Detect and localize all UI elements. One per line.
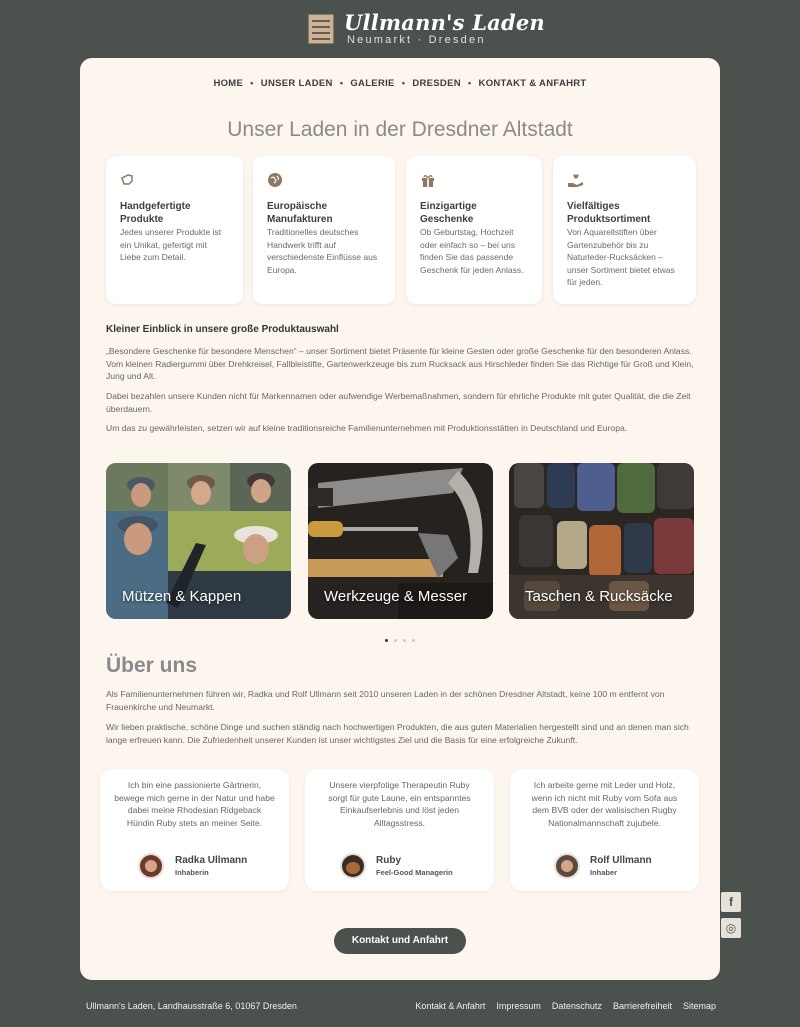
gallery-label: Werkzeuge & Messer: [324, 588, 468, 605]
instagram-icon[interactable]: ◎: [721, 918, 741, 938]
team-name: Radka Ullmann: [175, 855, 248, 866]
feature-text: Ob Geburtstag, Hochzeit oder einfach so – bei uns finden Sie das passende Geschenk für jeden Anlass.: [420, 227, 524, 275]
feature-card: [253, 156, 395, 304]
about-title: Über uns: [106, 654, 198, 677]
about-paragraph: Als Familienunternehmen führen wir, Radka und Rolf Ullmann seit 2010 unseren Laden in der schönen Dresdner Altstadt, keine 100 m entfernt von Frauenkirche und Neumarkt.: [106, 689, 665, 712]
gallery-label: Taschen & Rucksäcke: [525, 588, 673, 605]
feature-title: Europäische Manufakturen: [267, 201, 333, 225]
footer-address: Ullmann's Laden, Landhausstraße 6, 01067 Dresden: [86, 1001, 297, 1011]
feature-title: Einzigartige Geschenke: [420, 201, 477, 225]
carousel-dot[interactable]: [385, 639, 388, 642]
facebook-icon[interactable]: f: [721, 892, 741, 912]
contact-button[interactable]: Kontakt und Anfahrt: [334, 928, 466, 954]
page-title: Unser Laden in der Dresdner Altstadt: [227, 118, 573, 141]
team-role: Inhaberin: [175, 868, 209, 877]
intro-paragraph: Um das zu gewährleisten, setzen wir auf kleine traditionsreiche Familienunternehmen mit Produktionsstätten in Deutschland und Europa.: [106, 423, 628, 433]
nav-unser-laden[interactable]: UNSER LADEN: [260, 78, 333, 89]
team-quote: Unsere vierpfotige Therapeutin Ruby sorgt für gute Laune, ein entspanntes Einkaufserlebnis und löst jeden Alltagsstress.: [328, 780, 471, 828]
avatar: [340, 853, 366, 879]
team-card: [100, 769, 289, 891]
gift-icon: [420, 172, 436, 188]
hand-icon: [120, 172, 136, 188]
logo-title: Ullmann's Laden: [344, 10, 545, 35]
nav-kontakt[interactable]: KONTAKT & ANFAHRT: [478, 78, 587, 89]
feature-text: Jedes unserer Produkte ist ein Unikat, gefertigt mit Liebe zum Detail.: [120, 227, 222, 262]
footer-link-datenschutz[interactable]: Datenschutz: [551, 1001, 602, 1011]
intro-paragraph: Dabei bezahlen unsere Kunden nicht für Markennamen oder aufwendige Werbemaßnahmen, sondern für ehrliche Produkte mit guter Qualität, die die Zeit überdauern.: [106, 391, 691, 414]
feature-text: Traditionelles deutsches Handwerk trifft auf verschiedenste Einflüsse aus Europa.: [267, 227, 378, 275]
nav-home[interactable]: HOME: [213, 78, 244, 89]
nav-dresden[interactable]: DRESDEN: [412, 78, 461, 89]
gallery-label: Mützen & Kappen: [122, 588, 242, 605]
team-role: Feel-Good Managerin: [376, 868, 453, 877]
team-card: [510, 769, 699, 891]
gallery-tile-bags[interactable]: [509, 463, 694, 619]
carousel-dot[interactable]: [412, 639, 415, 642]
logo-subtitle: Neumarkt · Dresden: [347, 34, 486, 46]
team-quote: Ich bin eine passionierte Gärtnerin, bewege mich gerne in der Natur und habe dabei meine Rhodesian Ridgeback Hündin Ruby stets an meiner Seite.: [114, 780, 275, 828]
nav-separator: •: [250, 78, 254, 89]
about-paragraph: Wir lieben praktische, schöne Dinge und suchen ständig nach hochwertigen Produkten, die aus guten Materialien hergestellt sind und an denen man sich lange erfreuen kann. Die Zufriedenheit unserer Kunden ist unser wichtigstes Ziel und die Basis für eine erfolgreiche Zukunft.: [106, 722, 689, 745]
content-card: [80, 58, 720, 980]
logo[interactable]: [308, 12, 545, 47]
features: [106, 156, 696, 304]
gallery-tile-tools[interactable]: [308, 463, 493, 619]
team: [100, 769, 700, 891]
avatar: [138, 853, 164, 879]
nav-separator: •: [339, 78, 344, 89]
team-role: Inhaber: [590, 868, 618, 877]
globe-icon: [267, 172, 283, 188]
nav-galerie[interactable]: GALERIE: [350, 78, 395, 89]
footer-link-impressum[interactable]: Impressum: [496, 1001, 541, 1011]
feature-text: Von Aquarellstiften über Gartenzubehör bis zu Naturleder-Rucksäcken – unser Sortiment bietet etwas für jeden.: [567, 227, 675, 287]
footer-link-barrierefreiheit[interactable]: Barrierefreiheit: [612, 1001, 672, 1011]
carousel-dot[interactable]: [403, 639, 406, 642]
feature-title: Vielfältiges Produktsortiment: [567, 201, 651, 225]
footer-links: [404, 1001, 716, 1011]
team-quote: Ich arbeite gerne mit Leder und Holz, wenn ich nicht mit Ruby vom Sofa aus dem BVB oder der walisischen Rugby Nationalmannschaft zujubele.: [531, 780, 678, 828]
team-name: Rolf Ullmann: [590, 855, 652, 866]
team-card: [305, 769, 494, 891]
main-nav: [80, 78, 720, 89]
footer-link-sitemap[interactable]: Sitemap: [682, 1001, 716, 1011]
team-name: Ruby: [376, 855, 401, 866]
feature-title: Handgefertigte Produkte: [120, 201, 191, 225]
avatar: [554, 853, 580, 879]
carousel-dots: [80, 629, 720, 647]
building-logo-icon: [308, 14, 334, 44]
feature-card: [553, 156, 696, 304]
site-header: [0, 12, 800, 48]
hand-heart-icon: [567, 172, 583, 188]
feature-card: [106, 156, 243, 304]
intro-paragraph: „Besondere Geschenke für besondere Menschen“ – unser Sortiment bietet Präsente für kleine Gesten oder große Geschenke für den besonderen Anlass. Vom kleinen Radiergummi über Drehkreisel, Fallbleistifte, Gartenwerkzeuge bis zum Rucksack aus Hirschleder finden Sie das Richtige für Groß und Klein, Jung und Alt.: [106, 346, 694, 382]
nav-separator: •: [401, 78, 406, 89]
feature-card: [406, 156, 542, 304]
gallery-carousel: [106, 463, 696, 619]
nav-separator: •: [467, 78, 472, 89]
footer-link-kontakt[interactable]: Kontakt & Anfahrt: [415, 1001, 486, 1011]
intro-title: Kleiner Einblick in unsere große Produktauswahl: [106, 324, 339, 335]
gallery-tile-caps[interactable]: [106, 463, 291, 619]
carousel-dot[interactable]: [394, 639, 397, 642]
